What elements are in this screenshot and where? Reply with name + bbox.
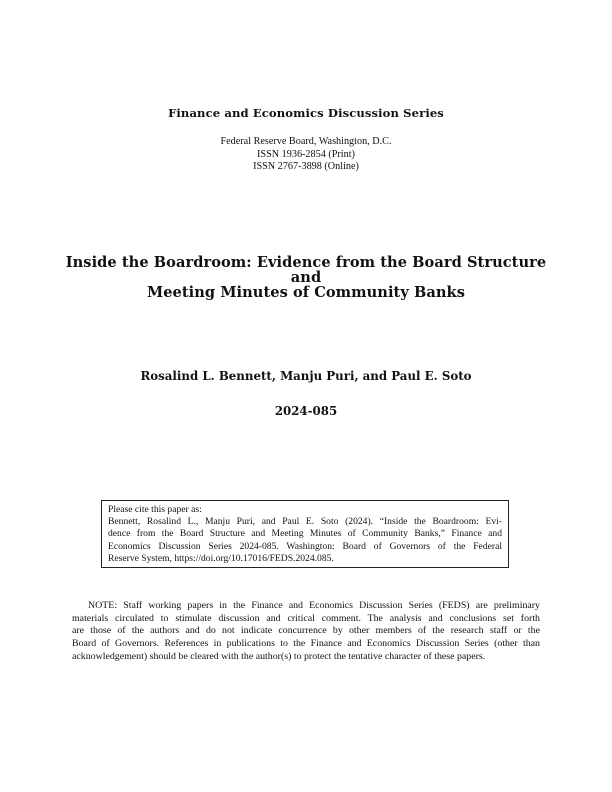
- note-line-5: acknowledgement) should be cleared with the author(s) to protect the tentative character of these papers.: [72, 650, 486, 662]
- citation-line-1: Bennett, Rosalind L., Manju Puri, and Paul E. Soto (2024). “Inside the Boardroom: Evi-: [108, 516, 502, 528]
- publication-info: [0, 136, 612, 174]
- paper-title-line-1: Inside the Boardroom: Evidence from the Board Structure and: [65, 254, 547, 286]
- citation-heading: Please cite this paper as:: [108, 504, 202, 515]
- staff-note: [72, 600, 540, 664]
- note-line-1-wrap: [72, 600, 540, 613]
- note-line-1: NOTE: Staff working papers in the Finance and Economics Discussion Series (FEDS) are preliminary: [88, 600, 540, 611]
- paper-title-line-2: Meeting Minutes of Community Banks: [147, 284, 465, 301]
- paper-title: [60, 255, 552, 300]
- authors: Rosalind L. Bennett, Manju Puri, and Paul E. Soto: [140, 369, 472, 383]
- note-line-4: Board of Governors. References in publications to the Finance and Economics Discussion Series (other than: [72, 638, 540, 650]
- issn-print: ISSN 1936-2854 (Print): [257, 148, 355, 160]
- issn-online: ISSN 2767-3898 (Online): [253, 161, 359, 173]
- note-line-3: are those of the authors and do not indicate concurrence by other members of the research staff or the: [72, 625, 540, 637]
- citation-line-2: dence from the Board Structure and Meeting Minutes of Community Banks,” Finance and: [108, 528, 502, 540]
- citation-line-4: Reserve System, https://doi.org/10.17016/FEDS.2024.085.: [108, 552, 334, 564]
- citation-line-3: Economics Discussion Series 2024-085. Washington: Board of Governors of the Federal: [108, 540, 502, 552]
- citation-box: [101, 500, 509, 568]
- note-line-2: materials circulated to stimulate discussion and critical comment. The analysis and conclusions set forth: [72, 612, 540, 624]
- paper-number: 2024-085: [274, 404, 338, 418]
- publisher-line: Federal Reserve Board, Washington, D.C.: [220, 136, 392, 147]
- series-title: Finance and Economics Discussion Series: [168, 106, 444, 120]
